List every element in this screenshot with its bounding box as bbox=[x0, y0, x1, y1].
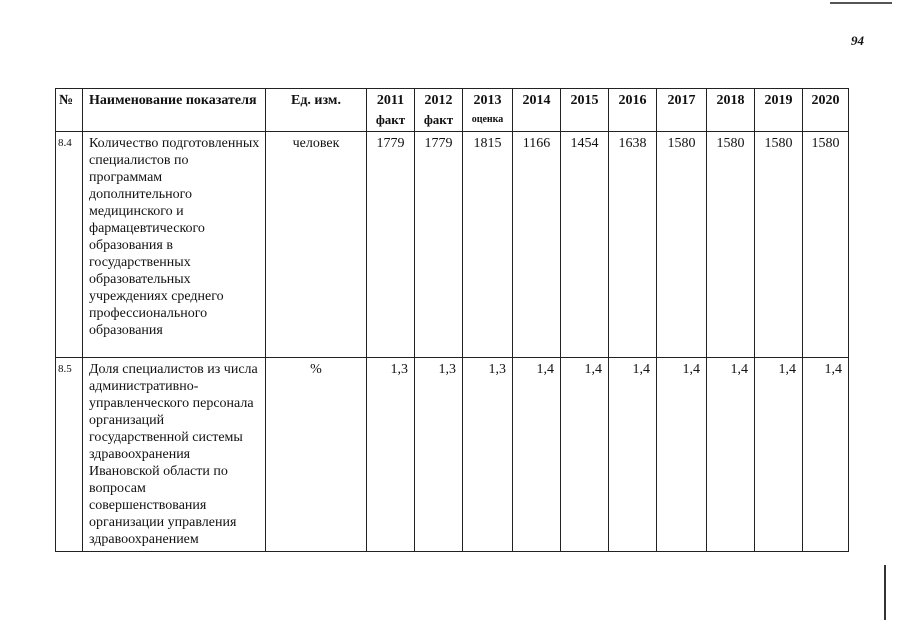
row-value: 1815 bbox=[463, 132, 513, 358]
row-value: 1,4 bbox=[561, 358, 609, 552]
header-unit: Ед. изм. bbox=[266, 89, 367, 132]
row-value: 1638 bbox=[609, 132, 657, 358]
table-row bbox=[56, 132, 849, 358]
row-value: 1,4 bbox=[707, 358, 755, 552]
page-number: 94 bbox=[851, 33, 864, 48]
header-year bbox=[415, 89, 463, 132]
scan-mark bbox=[884, 565, 886, 620]
header-year bbox=[463, 89, 513, 132]
year-note: факт bbox=[375, 112, 406, 127]
header-year: 2020 bbox=[803, 89, 849, 132]
scan-mark bbox=[830, 2, 892, 4]
row-value: 1580 bbox=[707, 132, 755, 358]
row-num: 8.4 bbox=[56, 132, 83, 358]
row-value: 1,4 bbox=[657, 358, 707, 552]
row-value: 1,4 bbox=[803, 358, 849, 552]
year-note: факт bbox=[423, 112, 454, 127]
row-value: 1,3 bbox=[415, 358, 463, 552]
year-label: 2012 bbox=[424, 93, 453, 108]
row-value: 1580 bbox=[803, 132, 849, 358]
row-value: 1166 bbox=[513, 132, 561, 358]
year-note: оценка bbox=[471, 114, 504, 125]
header-year: 2017 bbox=[657, 89, 707, 132]
header-num: № bbox=[56, 89, 83, 132]
indicators-table bbox=[55, 88, 849, 552]
row-value: 1454 bbox=[561, 132, 609, 358]
row-value: 1580 bbox=[657, 132, 707, 358]
year-label: 2011 bbox=[376, 93, 405, 108]
row-value: 1,4 bbox=[513, 358, 561, 552]
row-value: 1,4 bbox=[609, 358, 657, 552]
row-value: 1580 bbox=[755, 132, 803, 358]
row-value: 1,4 bbox=[755, 358, 803, 552]
year-label: 2013 bbox=[473, 93, 502, 108]
row-value: 1779 bbox=[367, 132, 415, 358]
row-value: 1,3 bbox=[463, 358, 513, 552]
row-unit: % bbox=[266, 358, 367, 552]
header-year bbox=[367, 89, 415, 132]
table-row bbox=[56, 358, 849, 552]
header-year: 2016 bbox=[609, 89, 657, 132]
header-year: 2015 bbox=[561, 89, 609, 132]
header-year: 2018 bbox=[707, 89, 755, 132]
row-value: 1779 bbox=[415, 132, 463, 358]
table-header-row bbox=[56, 89, 849, 132]
header-year: 2014 bbox=[513, 89, 561, 132]
row-num: 8.5 bbox=[56, 358, 83, 552]
header-year: 2019 bbox=[755, 89, 803, 132]
row-name: Доля специалистов из числа административно-управленческого персонала организаций государственной системы здравоохранения Ивановской области по вопросам совершенствования организации управления здравоохранением bbox=[83, 358, 266, 552]
row-value: 1,3 bbox=[367, 358, 415, 552]
row-name: Количество подготовленных специалистов по программам дополнительного медицинского и фармацевтического образования в государственных образовательных учреждениях среднего профессионального образования bbox=[83, 132, 266, 358]
header-name: Наименование показателя bbox=[83, 89, 266, 132]
row-unit: человек bbox=[266, 132, 367, 358]
